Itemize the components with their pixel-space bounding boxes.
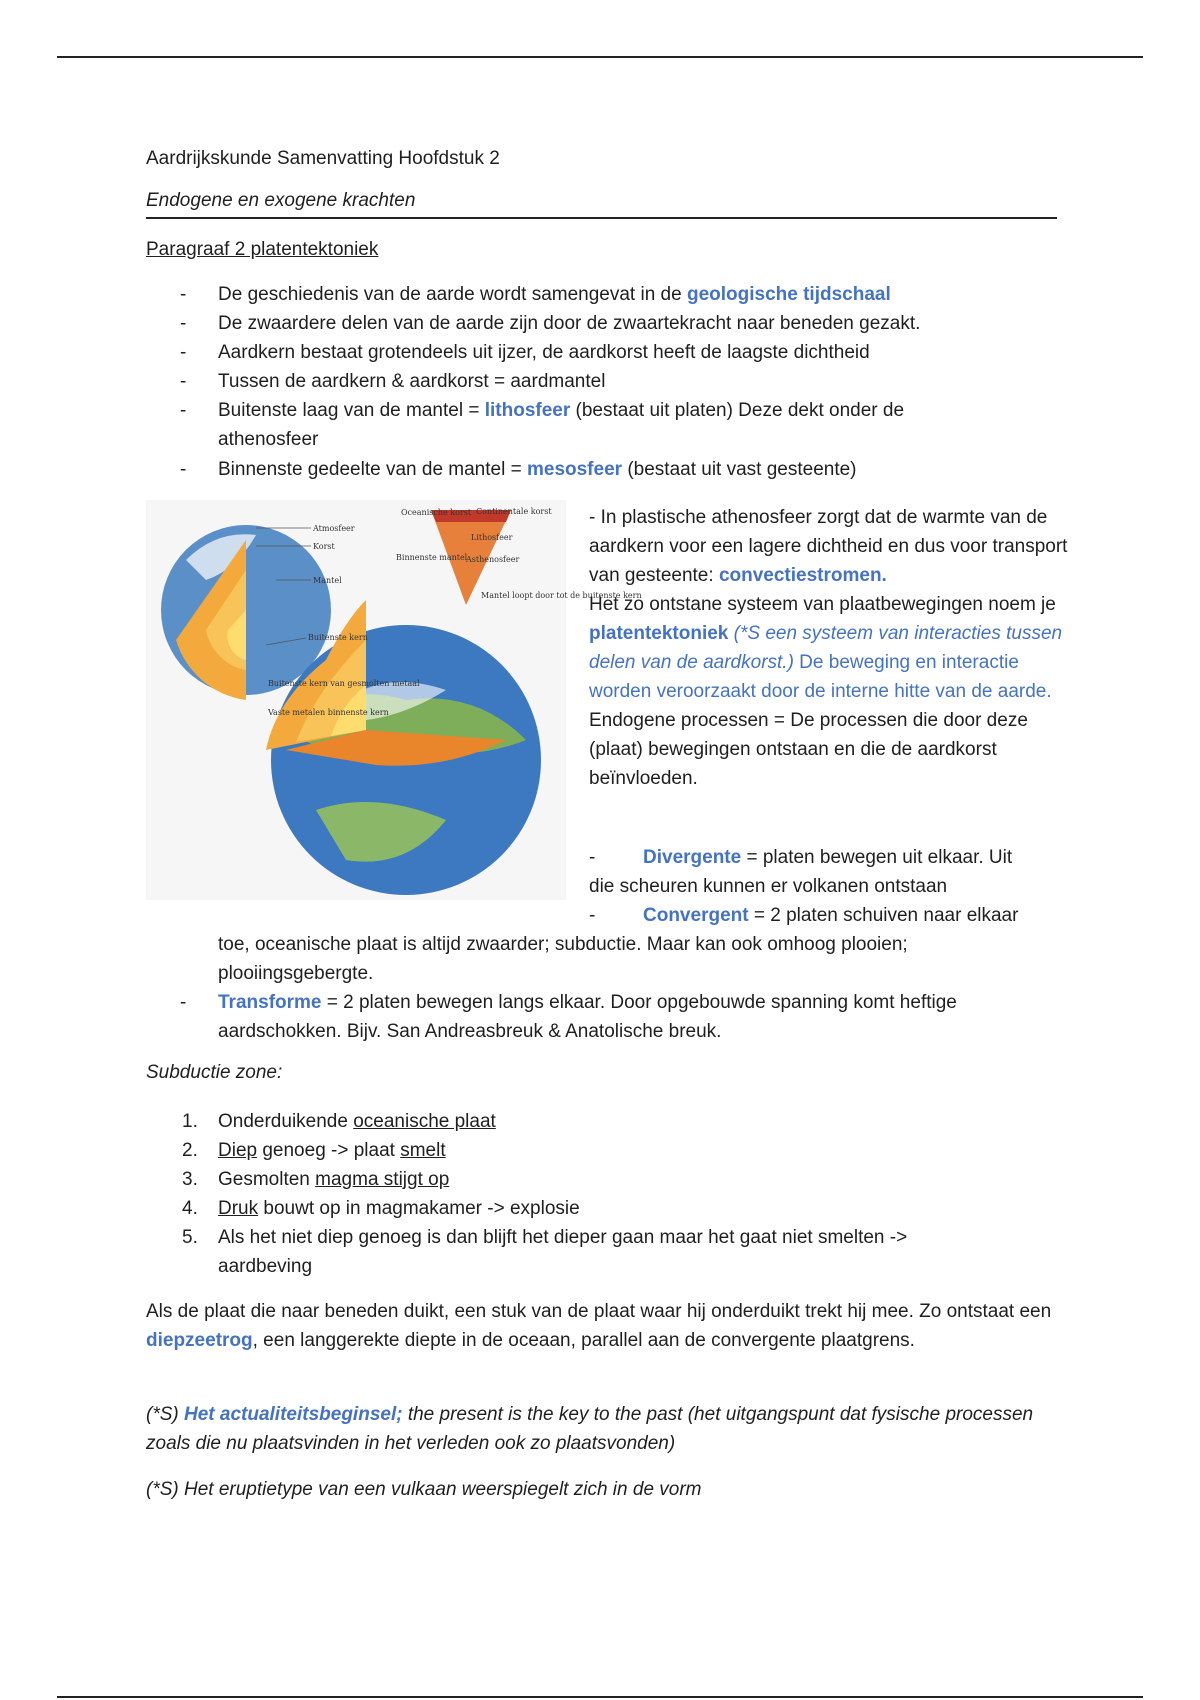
term-highlight: Het actualiteitsbeginsel;: [184, 1404, 403, 1425]
label-asthenosfeer: Asthenosfeer: [466, 555, 520, 564]
paragraph-actualiteitsbeginsel: (*S) Het actualiteitsbeginsel; the present is the key to the past (het uitgangspunt dat fysische processen zoals die nu plaatsvinden in het verleden ook zo plaatsvonden): [146, 1404, 1034, 1454]
bullet-text: Tussen de aardkern & aardkorst = aardmantel: [218, 371, 606, 392]
list-item-continuation: toe, oceanische plaat is altijd zwaarder; subductie. Maar kan ook omhoog plooien;: [218, 934, 908, 955]
label-atmosfeer: Atmosfeer: [313, 524, 355, 533]
label-buitenste-kern-van: Buitenste kern van gesmolten metaal: [268, 679, 420, 688]
bullet-text: (bestaat uit vast gesteente): [622, 459, 857, 480]
list-item-continuation: plooiingsgebergte.: [218, 963, 374, 984]
side-paragraph: Endogene processen = De processen die door deze (plaat) bewegingen ontstaan en die de aardkorst beïnvloeden.: [589, 710, 1028, 789]
label-vaste-metalen: Vaste metalen binnenste kern: [268, 708, 389, 717]
label-mantel-loopt: Mantel loopt door tot de buitenste kern: [481, 591, 642, 600]
paragraph-eruptietype: (*S) Het eruptietype van een vulkaan weerspiegelt zich in de vorm: [146, 1479, 702, 1500]
term-highlight: diepzeetrog: [146, 1330, 253, 1351]
label-buitenste-kern: Buitenste kern: [308, 633, 368, 642]
subtitle-rule: [146, 217, 1057, 219]
term-highlight: Divergente: [643, 847, 742, 868]
document-title: Aardrijkskunde Samenvatting Hoofdstuk 2: [146, 148, 500, 169]
blue-note: De beweging en interactie worden veroorzaakt door de interne hitte van de aarde.: [589, 652, 1052, 702]
earth-structure-figure: [146, 500, 642, 900]
bullet-text: De geschiedenis van de aarde wordt samengevat in de: [218, 284, 687, 305]
side-paragraph: Het zo ontstane systeem van plaatbewegingen noem je platentektoniek (*S een systeem van interacties tussen delen van de aardkorst.) De beweging en interactie worden veroorzaakt door de interne hitte van de aarde.: [589, 594, 1063, 702]
bullet-text: Buitenste laag van de mantel =: [218, 400, 485, 421]
term-highlight: geologische tijdschaal: [686, 284, 891, 305]
side-text: [589, 503, 1069, 793]
bullet-dash: -: [180, 992, 187, 1013]
term-highlight: convectiestromen.: [718, 565, 887, 586]
bullet-dash: -: [180, 371, 187, 392]
term-highlight: lithosfeer: [484, 400, 571, 421]
bullet-dash: -: [180, 400, 187, 421]
label-binnenste-mantel: Binnenste mantel: [396, 553, 468, 562]
side-paragraph: - In plastische athenosfeer zorgt dat de warmte van de aardkern voor een lagere dichtheid en dus voor transport van gesteente: convectiestromen.: [589, 507, 1068, 586]
bottom-rule: [57, 1696, 1143, 1698]
label-korst: Korst: [313, 542, 335, 551]
paragraph-diepzeetrog: Als de plaat die naar beneden duikt, een stuk van de plaat waar hij onderduikt trekt hij mee. Zo ontstaat een diepzeetrog, een langgerekte diepte in de oceaan, parallel aan de convergente plaatgrens.: [146, 1301, 1052, 1351]
term-highlight: mesosfeer: [526, 459, 623, 480]
label-continentale-korst: Continentale korst: [476, 507, 552, 516]
bullet-dash: -: [180, 342, 187, 363]
label-oceanische-korst: Oceanische korst: [401, 508, 472, 517]
term-highlight: platentektoniek: [589, 623, 729, 644]
label-lithosfeer: Lithosfeer: [471, 533, 513, 542]
list-item-continuation: die scheuren kunnen er volkanen ontstaan: [589, 876, 948, 897]
italic-note: (*S een systeem van interacties tussen delen van de aardkorst.): [589, 623, 1063, 673]
section-heading: Paragraaf 2 platentektoniek: [146, 239, 379, 260]
label-mantel: Mantel: [313, 576, 342, 585]
top-rule: [57, 56, 1143, 58]
term-highlight: Convergent: [643, 905, 749, 926]
bullet-text: Aardkern bestaat grotendeels uit ijzer, de aardkorst heeft de laagste dichtheid: [218, 342, 870, 363]
bullet-dash: -: [180, 313, 187, 334]
subductie-heading: Subductie zone:: [146, 1062, 283, 1083]
bullet-dash: -: [180, 459, 187, 480]
bullet-text: De zwaardere delen van de aarde zijn door de zwaartekracht naar beneden gezakt.: [218, 313, 921, 334]
bullet-dash: -: [180, 284, 187, 305]
bullet-text: (bestaat uit platen) Deze dekt onder de athenosfeer: [218, 400, 905, 450]
term-highlight: Transforme: [218, 992, 322, 1013]
document-subtitle: Endogene en exogene krachten: [146, 190, 416, 211]
bullet-text: Binnenste gedeelte van de mantel =: [218, 459, 527, 480]
